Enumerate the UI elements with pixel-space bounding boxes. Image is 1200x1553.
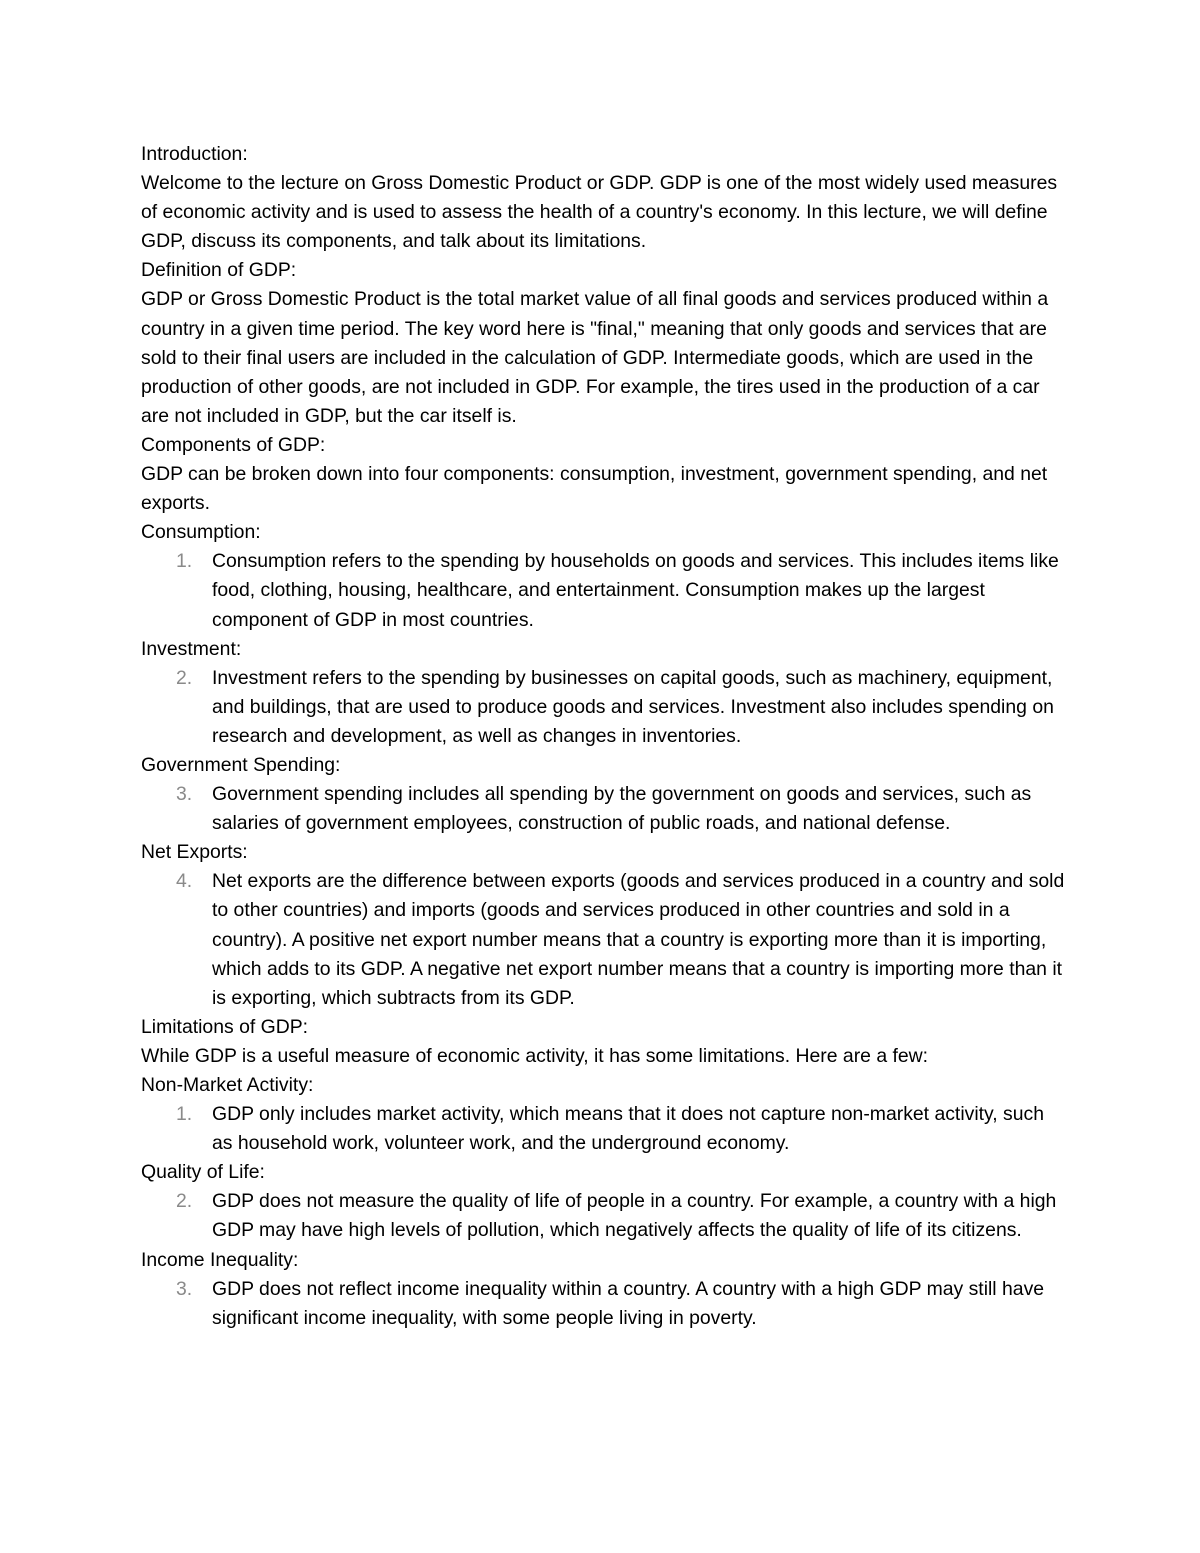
document-page xyxy=(141,140,1066,1333)
list-number: 2. xyxy=(176,1190,193,1213)
net-exports-list xyxy=(141,867,1066,1012)
list-item xyxy=(141,1187,1066,1245)
components-paragraph: GDP can be broken down into four components: consumption, investment, government spending, and net exports. xyxy=(141,463,1048,515)
quality-of-life-heading: Quality of Life: xyxy=(141,1161,265,1184)
list-item-text: Consumption refers to the spending by households on goods and services. This includes items like food, clothing, housing, healthcare, and entertainment. Consumption makes up the largest component of GDP in most countries. xyxy=(212,550,1059,631)
list-item xyxy=(141,1100,1066,1158)
income-inequality-list xyxy=(141,1275,1066,1333)
net-exports-heading: Net Exports: xyxy=(141,841,248,864)
income-inequality-heading: Income Inequality: xyxy=(141,1248,299,1271)
list-item xyxy=(141,664,1066,751)
list-item-text: GDP does not reflect income inequality within a country. A country with a high GDP may still have significant income inequality, with some people living in poverty. xyxy=(212,1277,1045,1329)
consumption-list xyxy=(141,547,1066,634)
list-item-text: Investment refers to the spending by businesses on capital goods, such as machinery, equipment, and buildings, that are used to produce goods and services. Investment also includes spending on research and development, as well as changes in inventories. xyxy=(212,666,1054,747)
list-number: 1. xyxy=(176,550,193,573)
list-number: 3. xyxy=(176,1277,193,1300)
components-heading: Components of GDP: xyxy=(141,433,326,456)
quality-of-life-list xyxy=(141,1187,1066,1245)
list-number: 1. xyxy=(176,1103,193,1126)
list-item-text: Government spending includes all spending by the government on goods and services, such as salaries of government employees, construction of public roads, and national defense. xyxy=(212,783,1032,835)
non-market-activity-list xyxy=(141,1100,1066,1158)
consumption-heading: Consumption: xyxy=(141,521,261,544)
list-number: 4. xyxy=(176,870,193,893)
list-item xyxy=(141,547,1066,634)
intro-heading: Introduction: xyxy=(141,143,248,165)
list-item-text: Net exports are the difference between exports (goods and services produced in a country and sold to other countries) and imports (goods and services produced in other countries and sold in a country). A positive net export number means that a country is exporting more than it is importing, which adds to its GDP. A negative net export number means that a country is importing more than it is exporting, which subtracts from its GDP. xyxy=(212,870,1065,1009)
list-item-text: GDP only includes market activity, which means that it does not capture non-market activity, such as household work, volunteer work, and the underground economy. xyxy=(212,1103,1045,1155)
list-number: 3. xyxy=(176,783,193,806)
definition-paragraph: GDP or Gross Domestic Product is the total market value of all final goods and services produced within a country in a given time period. The key word here is "final," meaning that only goods and services that are sold to their final users are included in the calculation of GDP. Intermediate goods, which are used in the production of other goods, are not included in GDP. For example, the tires used in the production of a car are not included in GDP, but the car itself is. xyxy=(141,288,1049,427)
list-item xyxy=(141,780,1066,838)
non-market-activity-heading: Non-Market Activity: xyxy=(141,1074,314,1096)
investment-list xyxy=(141,664,1066,751)
list-item xyxy=(141,867,1066,1012)
investment-heading: Investment: xyxy=(141,637,242,660)
limitations-paragraph: While GDP is a useful measure of economic activity, it has some limitations. Here are a few: xyxy=(141,1044,929,1067)
limitations-heading: Limitations of GDP: xyxy=(141,1015,309,1038)
list-number: 2. xyxy=(176,666,193,689)
government-spending-list xyxy=(141,780,1066,838)
list-item-text: GDP does not measure the quality of life of people in a country. For example, a country with a high GDP may have high levels of pollution, which negatively affects the quality of life of its citizens. xyxy=(212,1190,1057,1242)
list-item xyxy=(141,1275,1066,1333)
definition-heading: Definition of GDP: xyxy=(141,259,297,282)
intro-paragraph: Welcome to the lecture on Gross Domestic Product or GDP. GDP is one of the most widely used measures of economic activity and is used to assess the health of a country's economy. In this lecture, we will define GDP, discuss its components, and talk about its limitations. xyxy=(141,172,1058,253)
government-spending-heading: Government Spending: xyxy=(141,753,341,776)
